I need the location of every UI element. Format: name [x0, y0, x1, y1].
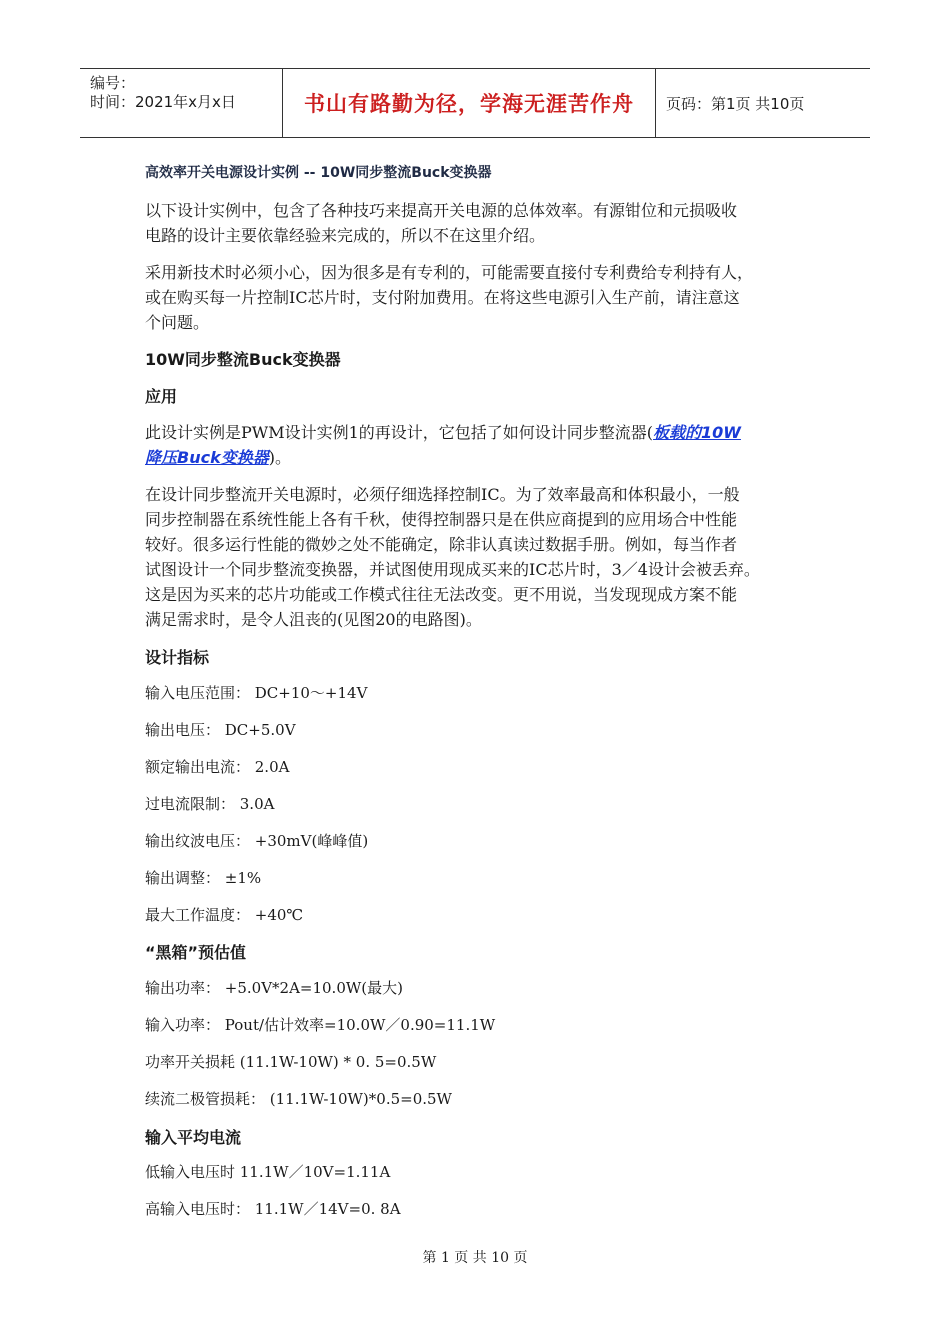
header-right-cell: [656, 69, 870, 137]
section-heading-blackbox: “黑箱”预估值: [145, 943, 247, 962]
spec-item: 输入电压范围： DC+10～+14V: [145, 684, 368, 702]
document-number-label: 编号：: [90, 74, 136, 92]
header-left-cell: [80, 69, 283, 137]
spec-item: 输出调整： ±1%: [145, 869, 262, 887]
application-paragraph-line: 满足需求时，是令人沮丧的(见图20的电路图)。: [145, 610, 482, 629]
header-middle-cell: [283, 69, 656, 137]
spec-item: 输出纹波电压： +30mV(峰峰值): [145, 832, 369, 850]
reference-link[interactable]: 板载的10W: [653, 423, 741, 442]
section-heading-converter: 10W同步整流Buck变换器: [145, 350, 341, 369]
intro-paragraph-1-line: 以下设计实例中，包含了各种技巧来提高开关电源的总体效率。有源钳位和元损吸收: [145, 201, 738, 220]
input-current-item: 高输入电压时： 11.1W／14V=0. 8A: [145, 1200, 401, 1218]
section-heading-input-current: 输入平均电流: [145, 1128, 242, 1147]
intro-paragraph-2-line: 采用新技术时必须小心，因为很多是有专利的，可能需要直接付专利费给专利持有人，: [145, 263, 754, 282]
spec-item: 最大工作温度： +40℃: [145, 906, 304, 924]
application-paragraph-line: 试图设计一个同步整流变换器，并试图使用现成买来的IC芯片时，3／4设计会被丢弃。: [145, 560, 760, 579]
header-table: [80, 68, 870, 138]
spec-item: 额定输出电流： 2.0A: [145, 758, 290, 776]
application-text-suffix: )。: [268, 448, 291, 467]
estimate-item: 功率开关损耗 (11.1W-10W) * 0. 5=0.5W: [145, 1053, 437, 1071]
application-paragraph-line: 这是因为买来的芯片功能或工作模式往往无法改变。更不用说，当发现现成方案不能: [145, 585, 738, 604]
section-heading-application: 应用: [145, 387, 178, 406]
spec-item: 输出电压： DC+5.0V: [145, 721, 296, 739]
estimate-item: 输出功率： +5.0V*2A=10.0W(最大): [145, 979, 403, 997]
estimate-item: 输入功率： Pout/估计效率=10.0W／0.90=11.1W: [145, 1016, 496, 1034]
intro-paragraph-1-line: 电路的设计主要依靠经验来完成的，所以不在这里介绍。: [145, 226, 546, 245]
intro-paragraph-2-line: 个问题。: [145, 313, 210, 332]
estimate-item: 续流二极管损耗： (11.1W-10W)*0.5=0.5W: [145, 1090, 452, 1108]
spec-item: 过电流限制： 3.0A: [145, 795, 275, 813]
document-date: 时间：2021年x月x日: [90, 93, 236, 111]
application-paragraph-line: 同步控制器在系统性能上各有千秋，使得控制器只是在供应商提到的应用场合中性能: [145, 510, 738, 529]
input-current-item: 低输入电压时 11.1W／10V=1.11A: [145, 1163, 391, 1181]
application-line-2: [145, 445, 291, 468]
document-title: 高效率开关电源设计实例 -- 10W同步整流Buck变换器: [145, 165, 492, 181]
section-heading-specs: 设计指标: [145, 648, 210, 667]
page-footer: 第 1 页 共 10 页: [422, 1250, 528, 1266]
reference-link-continued[interactable]: 降压Buck变换器: [145, 448, 269, 467]
application-text-prefix: 此设计实例是PWM设计实例1的再设计，它包括了如何设计同步整流器(: [145, 423, 654, 442]
intro-paragraph-2-line: 或在购买每一片控制IC芯片时，支付附加费用。在将这些电源引入生产前，请注意这: [145, 288, 740, 307]
header-motto: 书山有路勤为径，学海无涯苦作舟: [304, 92, 634, 116]
application-paragraph-line: 在设计同步整流开关电源时，必须仔细选择控制IC。为了效率最高和体积最小，一般: [145, 485, 740, 504]
application-line-1: [145, 420, 741, 443]
header-page-info: 页码：第1页 共10页: [666, 94, 805, 113]
application-paragraph-line: 较好。很多运行性能的微妙之处不能确定，除非认真读过数据手册。例如，每当作者: [145, 535, 738, 554]
